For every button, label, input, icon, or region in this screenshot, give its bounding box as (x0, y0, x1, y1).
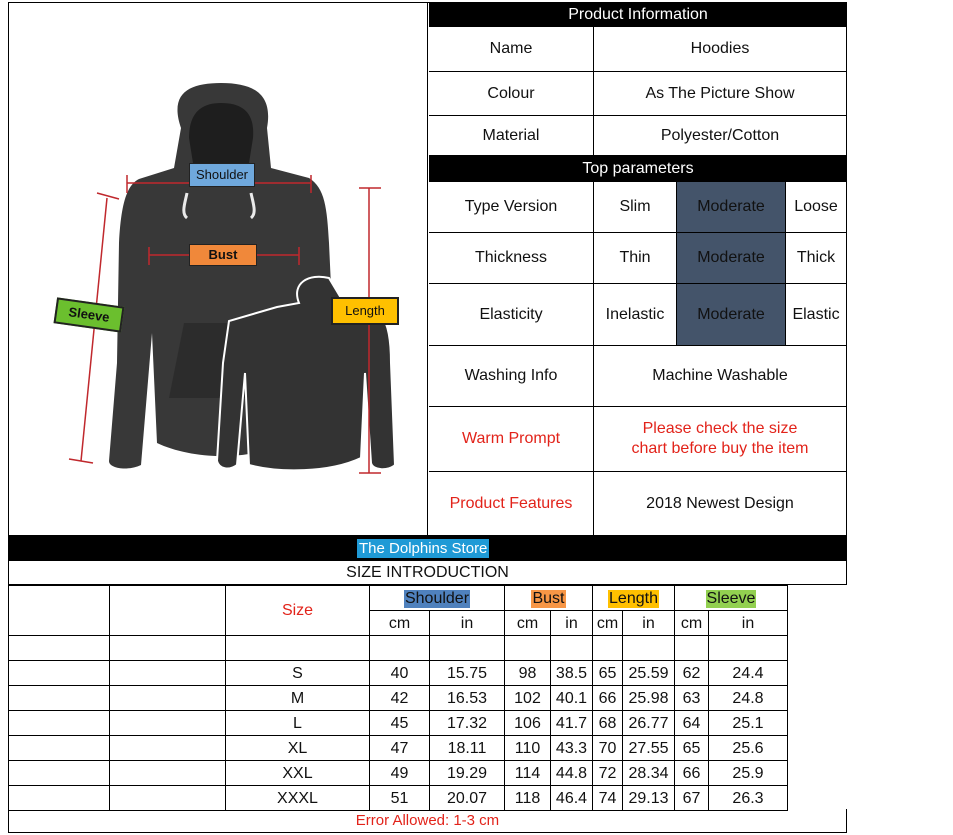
table-row (9, 786, 848, 811)
value-cell: 40.1 (551, 686, 593, 711)
value-cell: 18.11 (430, 736, 505, 761)
blank-cell (788, 586, 848, 811)
size-header: Size (226, 586, 370, 636)
top-parameters-header: Top parameters (429, 156, 847, 182)
warm-prompt-line-1: Please check the size (642, 420, 798, 437)
value-cell: 72 (593, 761, 623, 786)
empty-row (9, 636, 848, 661)
size-cell: M (226, 686, 370, 711)
size-cell: L (226, 711, 370, 736)
value-cell: 28.34 (623, 761, 675, 786)
value-cell: 25.6 (709, 736, 788, 761)
value-cell: 47 (370, 736, 430, 761)
warm-prompt-line-2: chart before buy the item (631, 440, 809, 457)
colour-label: Colour (429, 72, 594, 116)
value-cell: 25.9 (709, 761, 788, 786)
value-cell: 102 (505, 686, 551, 711)
table-row (9, 661, 848, 686)
elasticity-label: Elasticity (429, 284, 594, 346)
value-cell: 43.3 (551, 736, 593, 761)
product-information-header: Product Information (429, 3, 847, 27)
sleeve-chip: Sleeve (706, 589, 756, 607)
thickness-label: Thickness (429, 233, 594, 284)
blank-cell (9, 586, 110, 636)
type-version-option: Slim (594, 182, 677, 233)
value-cell: 26.77 (623, 711, 675, 736)
value-cell: 70 (593, 736, 623, 761)
value-cell: 118 (505, 786, 551, 811)
value-cell: 74 (593, 786, 623, 811)
size-cell: XXXL (226, 786, 370, 811)
value-cell: 65 (593, 661, 623, 686)
sleeve-tag: Sleeve (54, 297, 125, 332)
bust-tag: Bust (189, 244, 257, 266)
length-chip: Length (609, 589, 658, 607)
value-cell: 29.13 (623, 786, 675, 811)
thickness-option: Thin (594, 233, 677, 284)
value-cell: 42 (370, 686, 430, 711)
value-cell: 98 (505, 661, 551, 686)
value-cell: 68 (593, 711, 623, 736)
value-cell: 46.4 (551, 786, 593, 811)
shoulder-tag: Shoulder (189, 163, 255, 187)
name-value: Hoodies (594, 27, 847, 72)
value-cell: 65 (675, 736, 709, 761)
value-cell: 15.75 (430, 661, 505, 686)
elasticity-option-selected: Moderate (677, 284, 786, 346)
size-introduction-title: SIZE INTRODUCTION (8, 561, 847, 585)
product-features-value: 2018 Newest Design (594, 472, 847, 535)
hoodie-illustration (9, 3, 428, 535)
value-cell: 114 (505, 761, 551, 786)
error-allowed-note: Error Allowed: 1-3 cm (8, 809, 847, 833)
size-chart-table (8, 585, 848, 811)
value-cell: 26.3 (709, 786, 788, 811)
value-cell: 44.8 (551, 761, 593, 786)
value-cell: 16.53 (430, 686, 505, 711)
value-cell: 38.5 (551, 661, 593, 686)
shoulder-header (370, 586, 505, 611)
value-cell: 51 (370, 786, 430, 811)
size-cell: S (226, 661, 370, 686)
unit-cm: cm (505, 611, 551, 636)
table-row (9, 736, 848, 761)
unit-cm: cm (593, 611, 623, 636)
washing-info-label: Washing Info (429, 346, 594, 407)
size-cell: XXL (226, 761, 370, 786)
length-header (593, 586, 675, 611)
value-cell: 17.32 (430, 711, 505, 736)
unit-in: in (551, 611, 593, 636)
hoodie-measurement-image (9, 3, 428, 535)
value-cell: 20.07 (430, 786, 505, 811)
unit-in: in (709, 611, 788, 636)
unit-cm: cm (675, 611, 709, 636)
thickness-option: Thick (786, 233, 847, 284)
washing-info-value: Machine Washable (594, 346, 847, 407)
value-cell: 40 (370, 661, 430, 686)
store-name: The Dolphins Store (359, 540, 488, 557)
value-cell: 110 (505, 736, 551, 761)
length-tag: Length (331, 297, 399, 325)
warm-prompt-label: Warm Prompt (429, 407, 594, 472)
value-cell: 49 (370, 761, 430, 786)
value-cell: 27.55 (623, 736, 675, 761)
size-cell: XL (226, 736, 370, 761)
unit-in: in (623, 611, 675, 636)
elasticity-option: Inelastic (594, 284, 677, 346)
value-cell: 63 (675, 686, 709, 711)
warm-prompt-value (594, 407, 847, 472)
value-cell: 66 (675, 761, 709, 786)
product-info-table (429, 3, 847, 535)
value-cell: 25.59 (623, 661, 675, 686)
unit-in: in (430, 611, 505, 636)
value-cell: 24.4 (709, 661, 788, 686)
type-version-option-selected: Moderate (677, 182, 786, 233)
value-cell: 67 (675, 786, 709, 811)
thickness-option-selected: Moderate (677, 233, 786, 284)
value-cell: 41.7 (551, 711, 593, 736)
product-info-section (8, 2, 847, 536)
shoulder-chip: Shoulder (404, 589, 470, 607)
blank-cell (110, 586, 226, 636)
type-version-option: Loose (786, 182, 847, 233)
product-features-label: Product Features (429, 472, 594, 535)
bust-chip: Bust (532, 589, 565, 607)
value-cell: 19.29 (430, 761, 505, 786)
value-cell: 25.98 (623, 686, 675, 711)
type-version-label: Type Version (429, 182, 594, 233)
value-cell: 64 (675, 711, 709, 736)
unit-cm: cm (370, 611, 430, 636)
value-cell: 25.1 (709, 711, 788, 736)
value-cell: 45 (370, 711, 430, 736)
name-label: Name (429, 27, 594, 72)
elasticity-option: Elastic (786, 284, 847, 346)
value-cell: 24.8 (709, 686, 788, 711)
colour-value: As The Picture Show (594, 72, 847, 116)
sleeve-header (675, 586, 788, 611)
value-cell: 62 (675, 661, 709, 686)
material-label: Material (429, 116, 594, 156)
material-value: Polyester/Cotton (594, 116, 847, 156)
bust-header (505, 586, 593, 611)
table-row (9, 761, 848, 786)
value-cell: 106 (505, 711, 551, 736)
value-cell: 66 (593, 686, 623, 711)
table-row (9, 686, 848, 711)
table-row (9, 711, 848, 736)
